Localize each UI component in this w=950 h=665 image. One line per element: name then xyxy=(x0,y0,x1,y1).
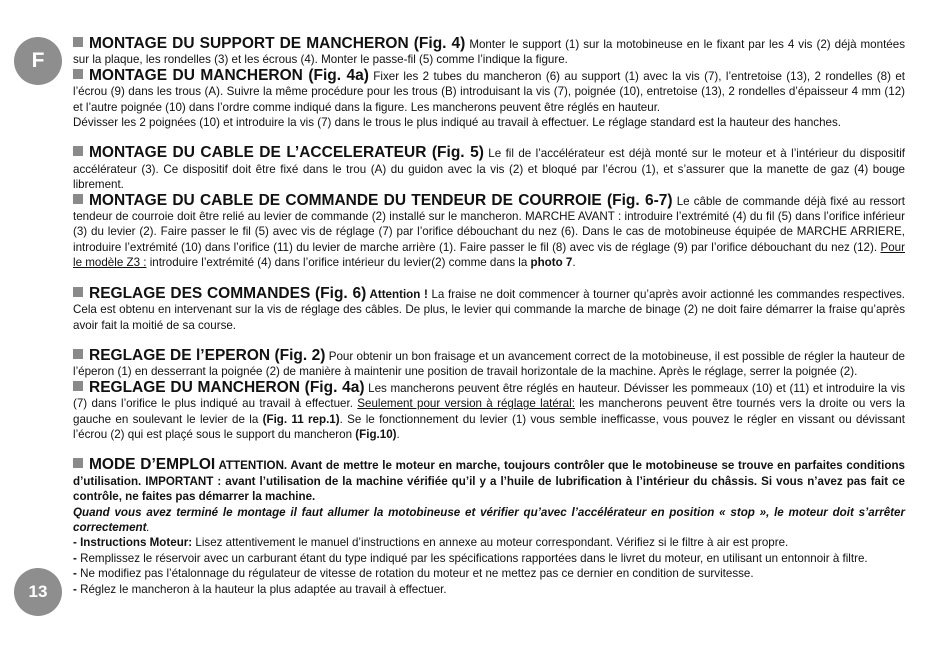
text-reglage-mancheron-1: Les mancherons peuvent être réglés en hauteur. Dévisser les pommeaux (10) et (11) et introduire la vis (7) dans l’orifice le plus indiqué au travail à effectuer. xyxy=(73,381,905,411)
square-bullet-icon xyxy=(73,349,83,359)
text-reglage-mancheron-3: . Se le fonctionnement du levier (1) vous semble inefficasse, vous pouvez le régler en vissant ou dévissant l’écrou (2) qui est plaçé sous le support du mancheron xyxy=(73,412,905,441)
lateral-version-note: Seulement pour version à réglage latéral: xyxy=(357,397,575,411)
list-item: - Ne modifiez pas l’étalonnage du régulateur de vitesse de rotation du moteur et ne mettez pas ce dernier en condition de survitesse. xyxy=(73,567,754,581)
heading-montage-support: MONTAGE DU SUPPORT DE MANCHERON (Fig. 4) xyxy=(89,35,466,52)
document-body xyxy=(73,36,905,597)
heading-montage-mancheron: MONTAGE DU MANCHERON (Fig. 4a) xyxy=(89,66,369,84)
text-mode-emploi-italic: Quand vous avez terminé le montage il faut allumer la motobineuse et vérifier qu’avec l’accélérateur en position « stop », le moteur doit s’arrêter correctement. xyxy=(73,505,905,534)
page-number: 13 xyxy=(14,568,62,616)
section-reglage-mancheron: REGLAGE DU MANCHERON (Fig. 4a) Les mancherons peuvent être réglés en hauteur. Dévisser les pommeaux (10) et (11) et introduire la vis (7) dans l’orifice le plus indiqué au travail à effectuer. Seulement pour version à réglage latéral: les mancherons peuvent être tournés vers la droite ou vers la gauche en soulevant le levier de la (Fig. 11 rep.1). Se le fonctionnement du levier (1) vous semble inefficasse, vous pouvez le régler en vissant ou dévissant l’écrou (2) qui est plaçé sous le support du mancheron (Fig.10). xyxy=(73,378,905,441)
attention-label: Attention ! xyxy=(366,287,428,301)
square-bullet-icon xyxy=(73,146,83,156)
list-item: - Remplissez le réservoir avec un carburant étant du type indiqué par les spécifications rapportées dans le livret du moteur, en utilisant un entonnoir à filtre. xyxy=(73,551,868,565)
square-bullet-icon xyxy=(73,194,83,204)
text-cable-tendeur-after: introduire l’extrémité (4) dans l’orifice intérieur du levier(2) comme dans la xyxy=(146,256,531,270)
section-montage-support xyxy=(73,36,905,68)
list-item: - Instructions Moteur: Lisez attentivement le manuel d’instructions en annexe au moteur correspondant. Vérifiez si le filtre à air est propre. xyxy=(73,536,789,550)
square-bullet-icon xyxy=(73,69,83,79)
square-bullet-icon xyxy=(73,287,83,297)
text-montage-support: Monter le support (1) sur la motobineuse en le fixant par les 4 vis (2) déjà montées sur la plaque, les rondelles (3) et les écrous (4). Monter le passe-fil (5) comme l’indique la figure. xyxy=(73,38,905,67)
square-bullet-icon xyxy=(73,37,83,47)
heading-cable-accelerateur: MONTAGE DU CABLE DE L’ACCELERATEUR (Fig. 5) xyxy=(89,144,484,162)
heading-reglage-commandes: REGLAGE DES COMMANDES (Fig. 6) xyxy=(89,284,367,302)
model-z3-note: Pour le modèle Z3 : xyxy=(73,240,905,270)
attention-label: ATTENTION. xyxy=(215,459,288,473)
heading-reglage-eperon: REGLAGE DE l’EPERON (Fig. 2) xyxy=(89,346,326,364)
heading-cable-tendeur: MONTAGE DU CABLE DE COMMANDE DU TENDEUR DE COURROIE (Fig. 6-7) xyxy=(89,191,673,209)
section-cable-accelerateur xyxy=(73,145,905,192)
section-tab-f: F xyxy=(14,37,62,85)
text-reglage-mancheron-2: les mancherons peuvent être tournés vers la droite ou vers la gauche en soulevant le levier de la xyxy=(73,397,905,426)
section-reglage-commandes xyxy=(73,286,905,333)
square-bullet-icon xyxy=(73,381,83,391)
section-mode-emploi xyxy=(73,457,905,504)
text-reglage-eperon: Pour obtenir un bon fraisage et un avancement correct de la motobineuse, il est possible de régler la hauteur de l’éperon (1) en desserrant la poignée (2) de manière à maintenir une position de travail horizontale de la machine. Après le réglage, serrer la poignée (2). xyxy=(73,349,906,379)
fig-10-ref: (Fig.10) xyxy=(355,427,397,441)
fig-11-ref: (Fig. 11 rep.1) xyxy=(262,412,340,426)
list-item: - Réglez le mancheron à la hauteur la plus adaptée au travail à effectuer. xyxy=(73,582,447,596)
text-montage-mancheron-2: Dévisser les 2 poignées (10) et introduire la vis (7) dans le trous le plus indiqué au travail à effectuer. Le réglage standard est la hauteur des hanches. xyxy=(73,116,842,130)
text-mode-emploi-warning: Avant de mettre le moteur en marche, toujours contrôler que le motobineuse se trouve en parfaites conditions d’utilisation. IMPORTANT : avant l’utilisation de la machine vérifiée qu’il y a l’huile de lubrification à l’intérieur du châssis. Si vous n’avez pas fait ce contrôle, ne faites pas démarrer la machine. xyxy=(73,459,905,504)
square-bullet-icon xyxy=(73,458,83,468)
heading-mode-emploi: MODE D’EMPLOI xyxy=(89,456,216,474)
heading-reglage-mancheron: REGLAGE DU MANCHERON (Fig. 4a) xyxy=(89,378,365,396)
section-reglage-eperon xyxy=(73,348,905,380)
text-cable-tendeur: Le câble de commande déjà fixé au ressort tendeur de courroie doit être relié au levier de commande (2) installé sur le mancheron. MARCHE AVANT : introduire l’extrémité (4) du fil (5) dans l’orifice inférieur (3) du levier (2). Faire passer le fil (5) avec vis de réglage (7) par l’orifice débouchant du nez (6). Dans le cas de motobineuse équipée de MARCHE ARRIERE, introduire l’extrémité (10) dans l’orifice (11) du levier de marche arrière (1). Faire passer le fil (8) avec vis de réglage (9) par l’orifice débouchant du nez (12). xyxy=(73,194,906,254)
section-cable-tendeur: MONTAGE DU CABLE DE COMMANDE DU TENDEUR DE COURROIE (Fig. 6-7) Le câble de commande déjà fixé au ressort tendeur de courroie doit être relié au levier de commande (2) installé sur le mancheron. MARCHE AVANT : introduire l’extrémité (4) du fil (5) dans l’orifice inférieur (3) du levier (2). Faire passer le fil (5) avec vis de réglage (7) par l’orifice débouchant du nez (6). Dans le cas de motobineuse équipée de MARCHE ARRIERE, introduire l’extrémité (10) dans l’orifice (11) du levier de marche arrière (1). Faire passer le fil (8) avec vis de réglage (9) par l’orifice débouchant du nez (12). Pour le modèle Z3 : introduire l’extrémité (4) dans l’orifice intérieur du levier(2) comme dans la photo 7. xyxy=(73,191,906,270)
text-montage-mancheron: Fixer les 2 tubes du mancheron (6) au support (1) avec la vis (7), l’entretoise (13), 2 rondelles (8) et l’écrou (9) dans les trous (A). Suivre la même procédure pour les trous (B) introduisant la vis (7), poignée (10), entretoise (13), 2 rondelles d’épaisseur 4 mm (12) et l’autre poignée (10) dans l’ordre comme indiqué dans la figure. Les mancherons peuvent être réglés en hauteur. xyxy=(73,69,906,114)
section-montage-mancheron xyxy=(73,68,905,115)
photo-7-ref: photo 7 xyxy=(530,256,573,270)
text-reglage-commandes: La fraise ne doit commencer à tourner qu’après avoir actionné les commandes respectives. Cela est obtenu en intervenant sur la vis de réglage des câbles. De plus, le levier qui commande la marche de binage (2) ne doit faire démarrer la fraise qu’après avoir fait la moitié de sa course. xyxy=(73,287,906,332)
text-cable-accelerateur: Le fil de l’accélérateur est déjà monté sur le moteur et à l’intérieur du dispositif accélérateur (3). Ce dispositif doit être fixé dans le trou (A) du guidon avec la vis (2) et bloqué par l’écrou (1), et s’assurer que la manette de gaz (4) bouge librement. xyxy=(73,147,905,192)
